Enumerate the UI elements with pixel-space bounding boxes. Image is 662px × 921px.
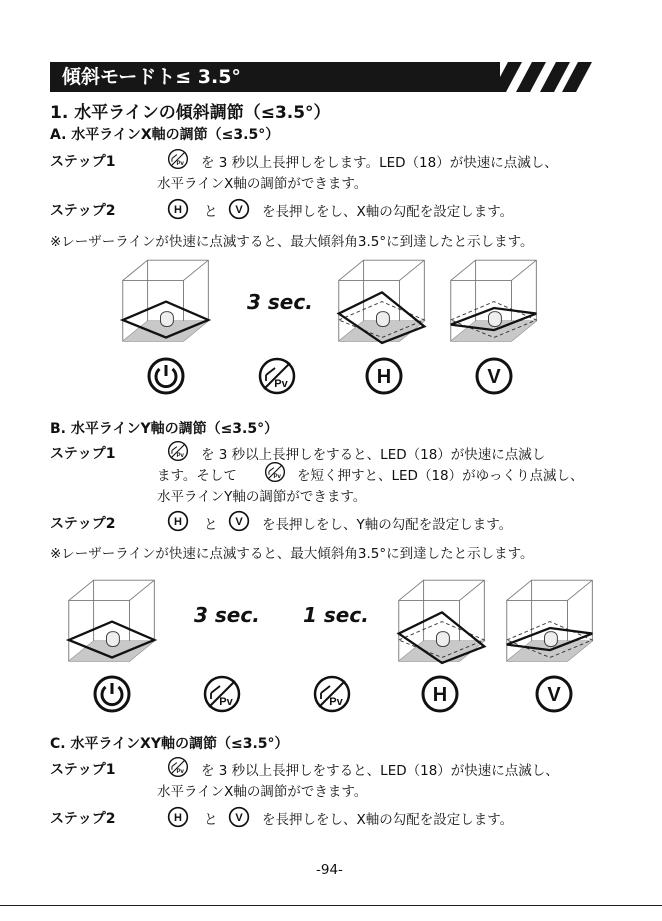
and-text: と (204, 812, 218, 828)
step1-label: ステップ1 (50, 762, 116, 778)
h-button-icon (167, 198, 189, 220)
duration-label: 3 sec. (194, 603, 260, 627)
step2-text: を長押しをし、X軸の勾配を設定します。 (262, 204, 514, 220)
h-icon (420, 674, 460, 714)
h-button-icon (167, 806, 189, 828)
cube-tilt-diagram (448, 248, 540, 346)
step1-label: ステップ1 (50, 154, 116, 170)
step2-label: ステップ2 (50, 811, 116, 827)
footer-divider (0, 905, 662, 906)
step1-text-cont: 水平ラインX軸の調節ができます。 (157, 176, 368, 192)
duration-label: 1 sec. (303, 603, 369, 627)
pv-button-icon (167, 756, 189, 778)
duration-label: 3 sec. (247, 290, 313, 314)
power-icon (92, 674, 132, 714)
cube-level-diagram (66, 568, 158, 666)
note-text: ※レーザーラインが快速に点滅すると、最大傾斜角3.5°に到達したと示します。 (50, 234, 534, 250)
cube-tilt-diagram (396, 568, 488, 666)
header-title: 傾斜モードト≤ 3.5° (62, 66, 241, 88)
subsection-a-title: A. 水平ラインX軸の調節（≤3.5°） (50, 127, 280, 143)
section-heading: 1. 水平ラインの傾斜調節（≤3.5°） (50, 103, 331, 123)
pv-button-icon (264, 461, 286, 483)
step2-label: ステップ2 (50, 203, 116, 219)
v-icon (534, 674, 574, 714)
step1-text-cont: 水平ラインX軸の調節ができます。 (157, 784, 368, 800)
h-button-icon (167, 510, 189, 532)
step1-text: を 3 秒以上長押しをします。LED（18）が快速に点滅し、 (201, 155, 558, 171)
v-button-icon (228, 806, 250, 828)
step2-label: ステップ2 (50, 516, 116, 532)
note-text: ※レーザーラインが快速に点滅すると、最大傾斜角3.5°に到達したと示します。 (50, 546, 534, 562)
h-icon (364, 356, 404, 396)
decorative-stripes (492, 62, 592, 92)
v-icon (474, 356, 514, 396)
step1-text: を 3 秒以上長押しをすると、LED（18）が快速に点滅し (201, 447, 546, 463)
step2-text: を長押しをし、X軸の勾配を設定します。 (262, 812, 514, 828)
step2-text: を長押しをし、Y軸の勾配を設定します。 (262, 517, 513, 533)
step1-text-cont: ます。そして (157, 468, 237, 484)
cube-tilt-diagram (336, 248, 428, 346)
power-icon (146, 356, 186, 396)
section-title-bar (50, 62, 500, 92)
step1-text-cont: 水平ラインY軸の調節ができます。 (157, 489, 367, 505)
subsection-b-title: B. 水平ラインY軸の調節（≤3.5°） (50, 421, 279, 437)
v-button-icon (228, 510, 250, 532)
cube-tilt-diagram (504, 568, 596, 666)
v-button-icon (228, 198, 250, 220)
subsection-c-title: C. 水平ラインXY軸の調節（≤3.5°） (50, 736, 289, 752)
pv-button-icon (167, 148, 189, 170)
step1-text-cont: を短く押すと、LED（18）がゆっくり点滅し、 (297, 468, 584, 484)
and-text: と (204, 204, 218, 220)
pv-icon (312, 674, 352, 714)
step1-text: を 3 秒以上長押しをすると、LED（18）が快速に点滅し、 (201, 763, 559, 779)
step1-label: ステップ1 (50, 446, 116, 462)
pv-icon (257, 356, 297, 396)
page-number: -94- (316, 862, 343, 878)
pv-icon (202, 674, 242, 714)
cube-level-diagram (120, 248, 212, 346)
pv-button-icon (167, 440, 189, 462)
and-text: と (204, 517, 218, 533)
